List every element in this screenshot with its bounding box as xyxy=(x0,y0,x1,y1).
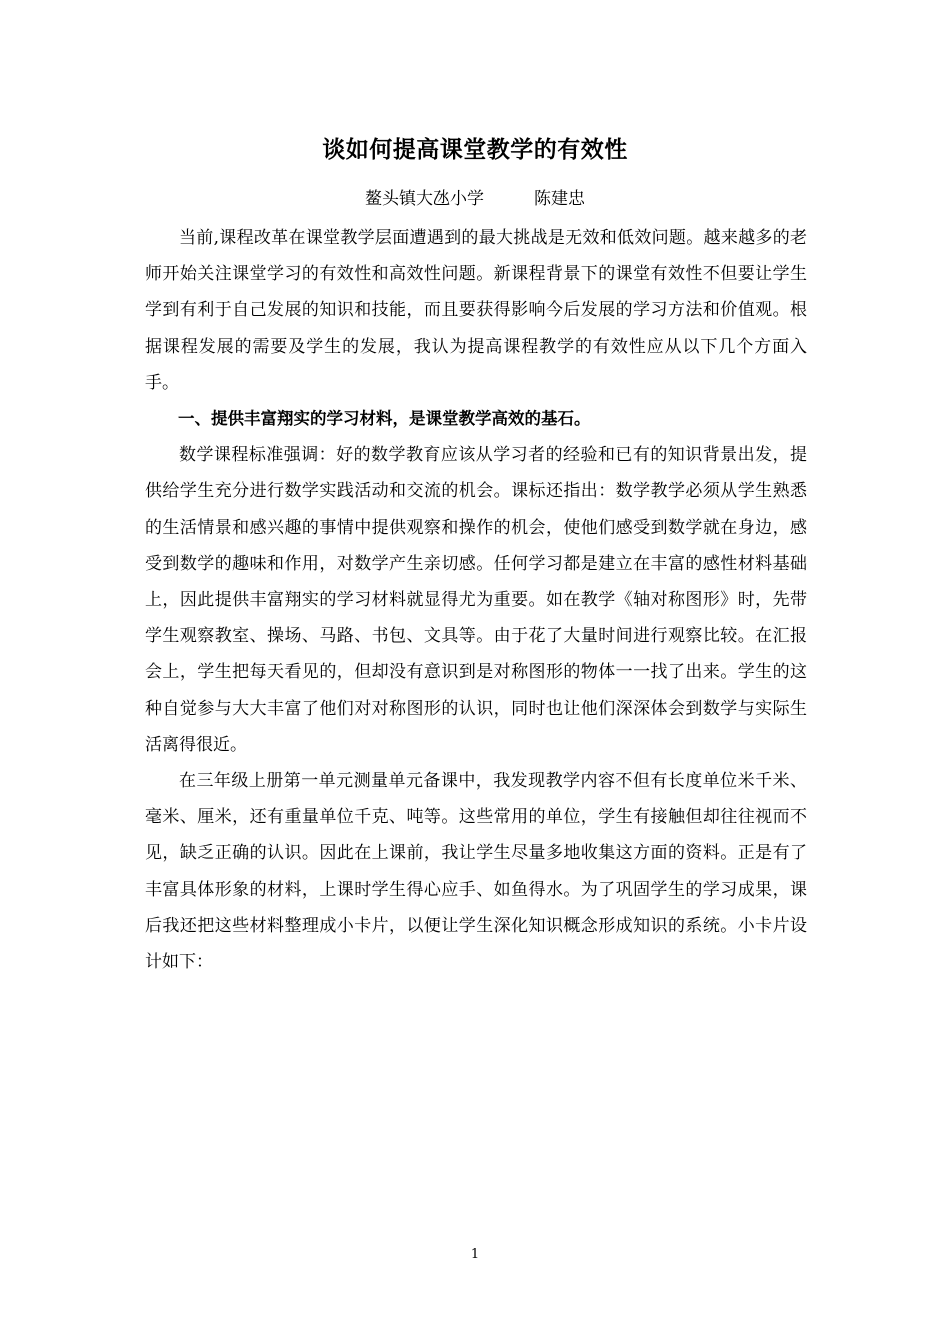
document-title: 谈如何提高课堂教学的有效性 xyxy=(322,137,628,163)
school-name: 鳌头镇大氹小学 xyxy=(365,189,484,209)
body-paragraph: 在三年级上册第一单元测量单元备课中，我发现教学内容不但有长度单位米千米、毫米、厘米，还有重量单位千克、吨等。这些常用的单位，学生有接触但却往往视而不见，缺乏正确的认识。因此在上课前，我让学生尽量多地收集这方面的资料。正是有了丰富具体形象的材料，上课时学生得心应手、如鱼得水。为了巩固学生的学习成果，课后我还把这些材料整理成小卡片，以便让学生深化知识概念形成知识的系统。小卡片设计如下： xyxy=(145,771,807,973)
author-name: 陈建忠 xyxy=(534,189,585,209)
section-heading: 一、提供丰富翔实的学习材料，是课堂教学高效的基石。 xyxy=(178,409,591,429)
document-body xyxy=(145,220,807,980)
body-paragraph: 数学课程标准强调：好的数学教育应该从学习者的经验和已有的知识背景出发，提供给学生充分进行数学实践活动和交流的机会。课标还指出：数学教学必须从学生熟悉的生活情景和感兴趣的事情中提供观察和操作的机会，使他们感受到数学就在身边，感受到数学的趣味和作用，对数学产生亲切感。任何学习都是建立在丰富的感性材料基础上，因此提供丰富翔实的学习材料就显得尤为重要。如在教学《轴对称图形》时，先带学生观察教室、操场、马路、书包、文具等。由于花了大量时间进行观察比较。在汇报会上，学生把每天看见的，但却没有意识到是对称图形的物体一一找了出来。学生的这种自觉参与大大丰富了他们对对称图形的认识，同时也让他们深深体会到数学与实际生活离得很近。 xyxy=(145,445,807,755)
byline xyxy=(0,186,950,212)
intro-paragraph: 当前,课程改革在课堂教学层面遭遇到的最大挑战是无效和低效问题。越来越多的老师开始关注课堂学习的有效性和高效性问题。新课程背景下的课堂有效性不但要让学生学到有利于自己发展的知识和技能，而且要获得影响今后发展的学习方法和价值观。根据课程发展的需要及学生的发展，我认为提高课程教学的有效性应从以下几个方面入手。 xyxy=(145,228,807,393)
page-number: 1 xyxy=(470,1247,480,1262)
